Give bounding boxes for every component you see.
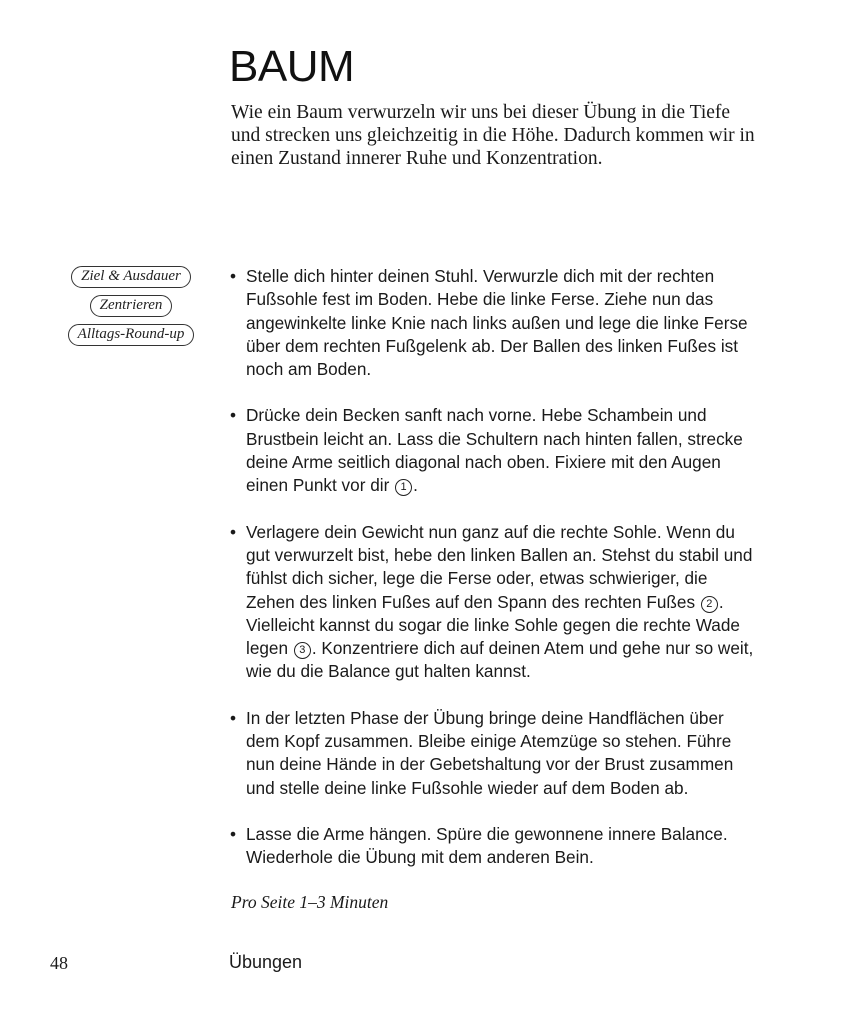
- step-2-text-b: .: [413, 475, 418, 496]
- section-label: Übungen: [229, 952, 303, 972]
- duration-note: Pro Seite 1–3 Minuten: [231, 892, 389, 912]
- step-3-text-c: . Konzentriere dich auf deinen Atem und gehe nur so weit, wie du die Balance gut halten kannst.: [246, 638, 754, 682]
- instruction-step-1: [230, 265, 760, 381]
- instruction-step-3: [230, 521, 760, 684]
- tag-alltags-round-up: Alltags-Round-up: [68, 324, 195, 346]
- intro-paragraph: Wie ein Baum verwurzeln wir uns bei dieser Übung in die Tiefe und strecken uns gleichzeitig in die Höhe. Dadurch kommen wir in einen Zustand innerer Ruhe und Konzentration.: [231, 102, 755, 169]
- step-5-text: Lasse die Arme hängen. Spüre die gewonnene innere Balance. Wiederhole die Übung mit dem anderen Bein.: [246, 823, 728, 868]
- exercise-title: BAUM: [229, 42, 355, 91]
- instruction-list: [230, 265, 760, 893]
- step-3-text-b: . Vielleicht kannst du sogar die linke Sohle gegen die rechte Wade legen: [246, 591, 740, 659]
- page-number: 48: [50, 953, 68, 973]
- step-1-text: Stelle dich hinter deinen Stuhl. Verwurzle dich mit der rechten Fußsohle fest im Boden. Hebe die linke Ferse. Ziehe nun das angewinkelte linke Knie nach links außen und lege die linke Ferse über dem rechten Fußgelenk ab. Der Ballen des linken Fußes ist noch am Boden.: [246, 266, 748, 380]
- instruction-step-4: [230, 707, 760, 800]
- tag-zentrieren: Zentrieren: [90, 295, 173, 317]
- instruction-step-5: [230, 823, 760, 870]
- instruction-step-2: [230, 404, 760, 497]
- figure-ref-1: 1: [395, 479, 412, 496]
- tag-list: [56, 266, 206, 346]
- step-2-text-a: Drücke dein Becken sanft nach vorne. Hebe Schambein und Brustbein leicht an. Lass die Schultern nach hinten fallen, strecke deine Arme seitlich diagonal nach oben. Fixiere mit den Augen einen Punkt vor dir: [246, 405, 743, 496]
- figure-ref-3: 3: [294, 642, 311, 659]
- tag-ziel-ausdauer: Ziel & Ausdauer: [71, 266, 191, 288]
- step-3-text-a: Verlagere dein Gewicht nun ganz auf die rechte Sohle. Wenn du gut verwurzelt bist, hebe den linken Ballen an. Stehst du stabil und fühlst dich sicher, lege die Ferse oder, etwas schwieriger, die Zehen des linken Fußes auf den Spann des rechten Fußes: [246, 521, 753, 612]
- figure-ref-2: 2: [701, 596, 718, 613]
- step-4-text: In der letzten Phase der Übung bringe deine Handflächen über dem Kopf zusammen. Bleibe einige Atemzüge so stehen. Führe nun deine Hände in der Gebetshaltung vor der Brust zusammen und stelle deine linke Fußsohle wieder auf dem Boden ab.: [246, 707, 734, 798]
